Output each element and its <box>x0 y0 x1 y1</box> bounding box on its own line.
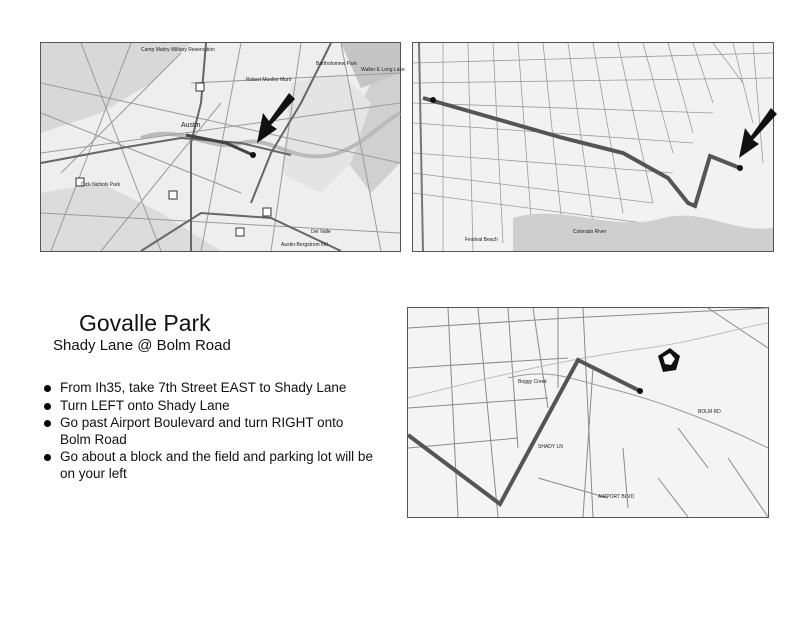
map3-label: BOLM RD <box>698 409 721 415</box>
bullet-icon <box>44 420 51 427</box>
park-location: Shady Lane @ Bolm Road <box>53 337 231 354</box>
directions-list <box>44 380 374 483</box>
map2-label: Festival Beach <box>465 237 498 243</box>
map1-label: Camp Mabry Military Reservation <box>141 47 215 53</box>
park-detail-map[interactable] <box>407 307 769 518</box>
direction-step: Turn LEFT onto Shady Lane <box>44 398 374 415</box>
bullet-icon <box>44 385 51 392</box>
park-title: Govalle Park <box>79 310 211 336</box>
map3-label: SHADY LN <box>538 444 563 450</box>
map1-label: Dick Nichols Park <box>81 182 121 188</box>
map1-label: Del Valle <box>311 229 331 235</box>
map1-label: Austin-Bergstrom Intl <box>281 242 328 248</box>
map1-label: Walter E Long Lake <box>361 67 405 73</box>
bullet-icon <box>44 454 51 461</box>
map2-label: Colorado River <box>573 229 607 235</box>
map3-label: Boggy Creek <box>518 379 547 385</box>
map1-label: Austin <box>181 122 201 129</box>
overview-map[interactable] <box>40 42 405 252</box>
direction-step: Go past Airport Boulevard and turn RIGHT onto Bolm Road <box>44 415 374 448</box>
route-detail-map[interactable] <box>412 42 774 252</box>
bullet-icon <box>44 403 51 410</box>
direction-step: From Ih35, take 7th Street EAST to Shady Lane <box>44 380 374 397</box>
map1-label: Bartholomew Park <box>316 61 357 67</box>
direction-step: Go about a block and the field and parking lot will be on your left <box>44 449 374 482</box>
map1-label: Robert Mueller Muni <box>246 77 292 83</box>
map3-label: AIRPORT BLVD <box>598 494 635 500</box>
